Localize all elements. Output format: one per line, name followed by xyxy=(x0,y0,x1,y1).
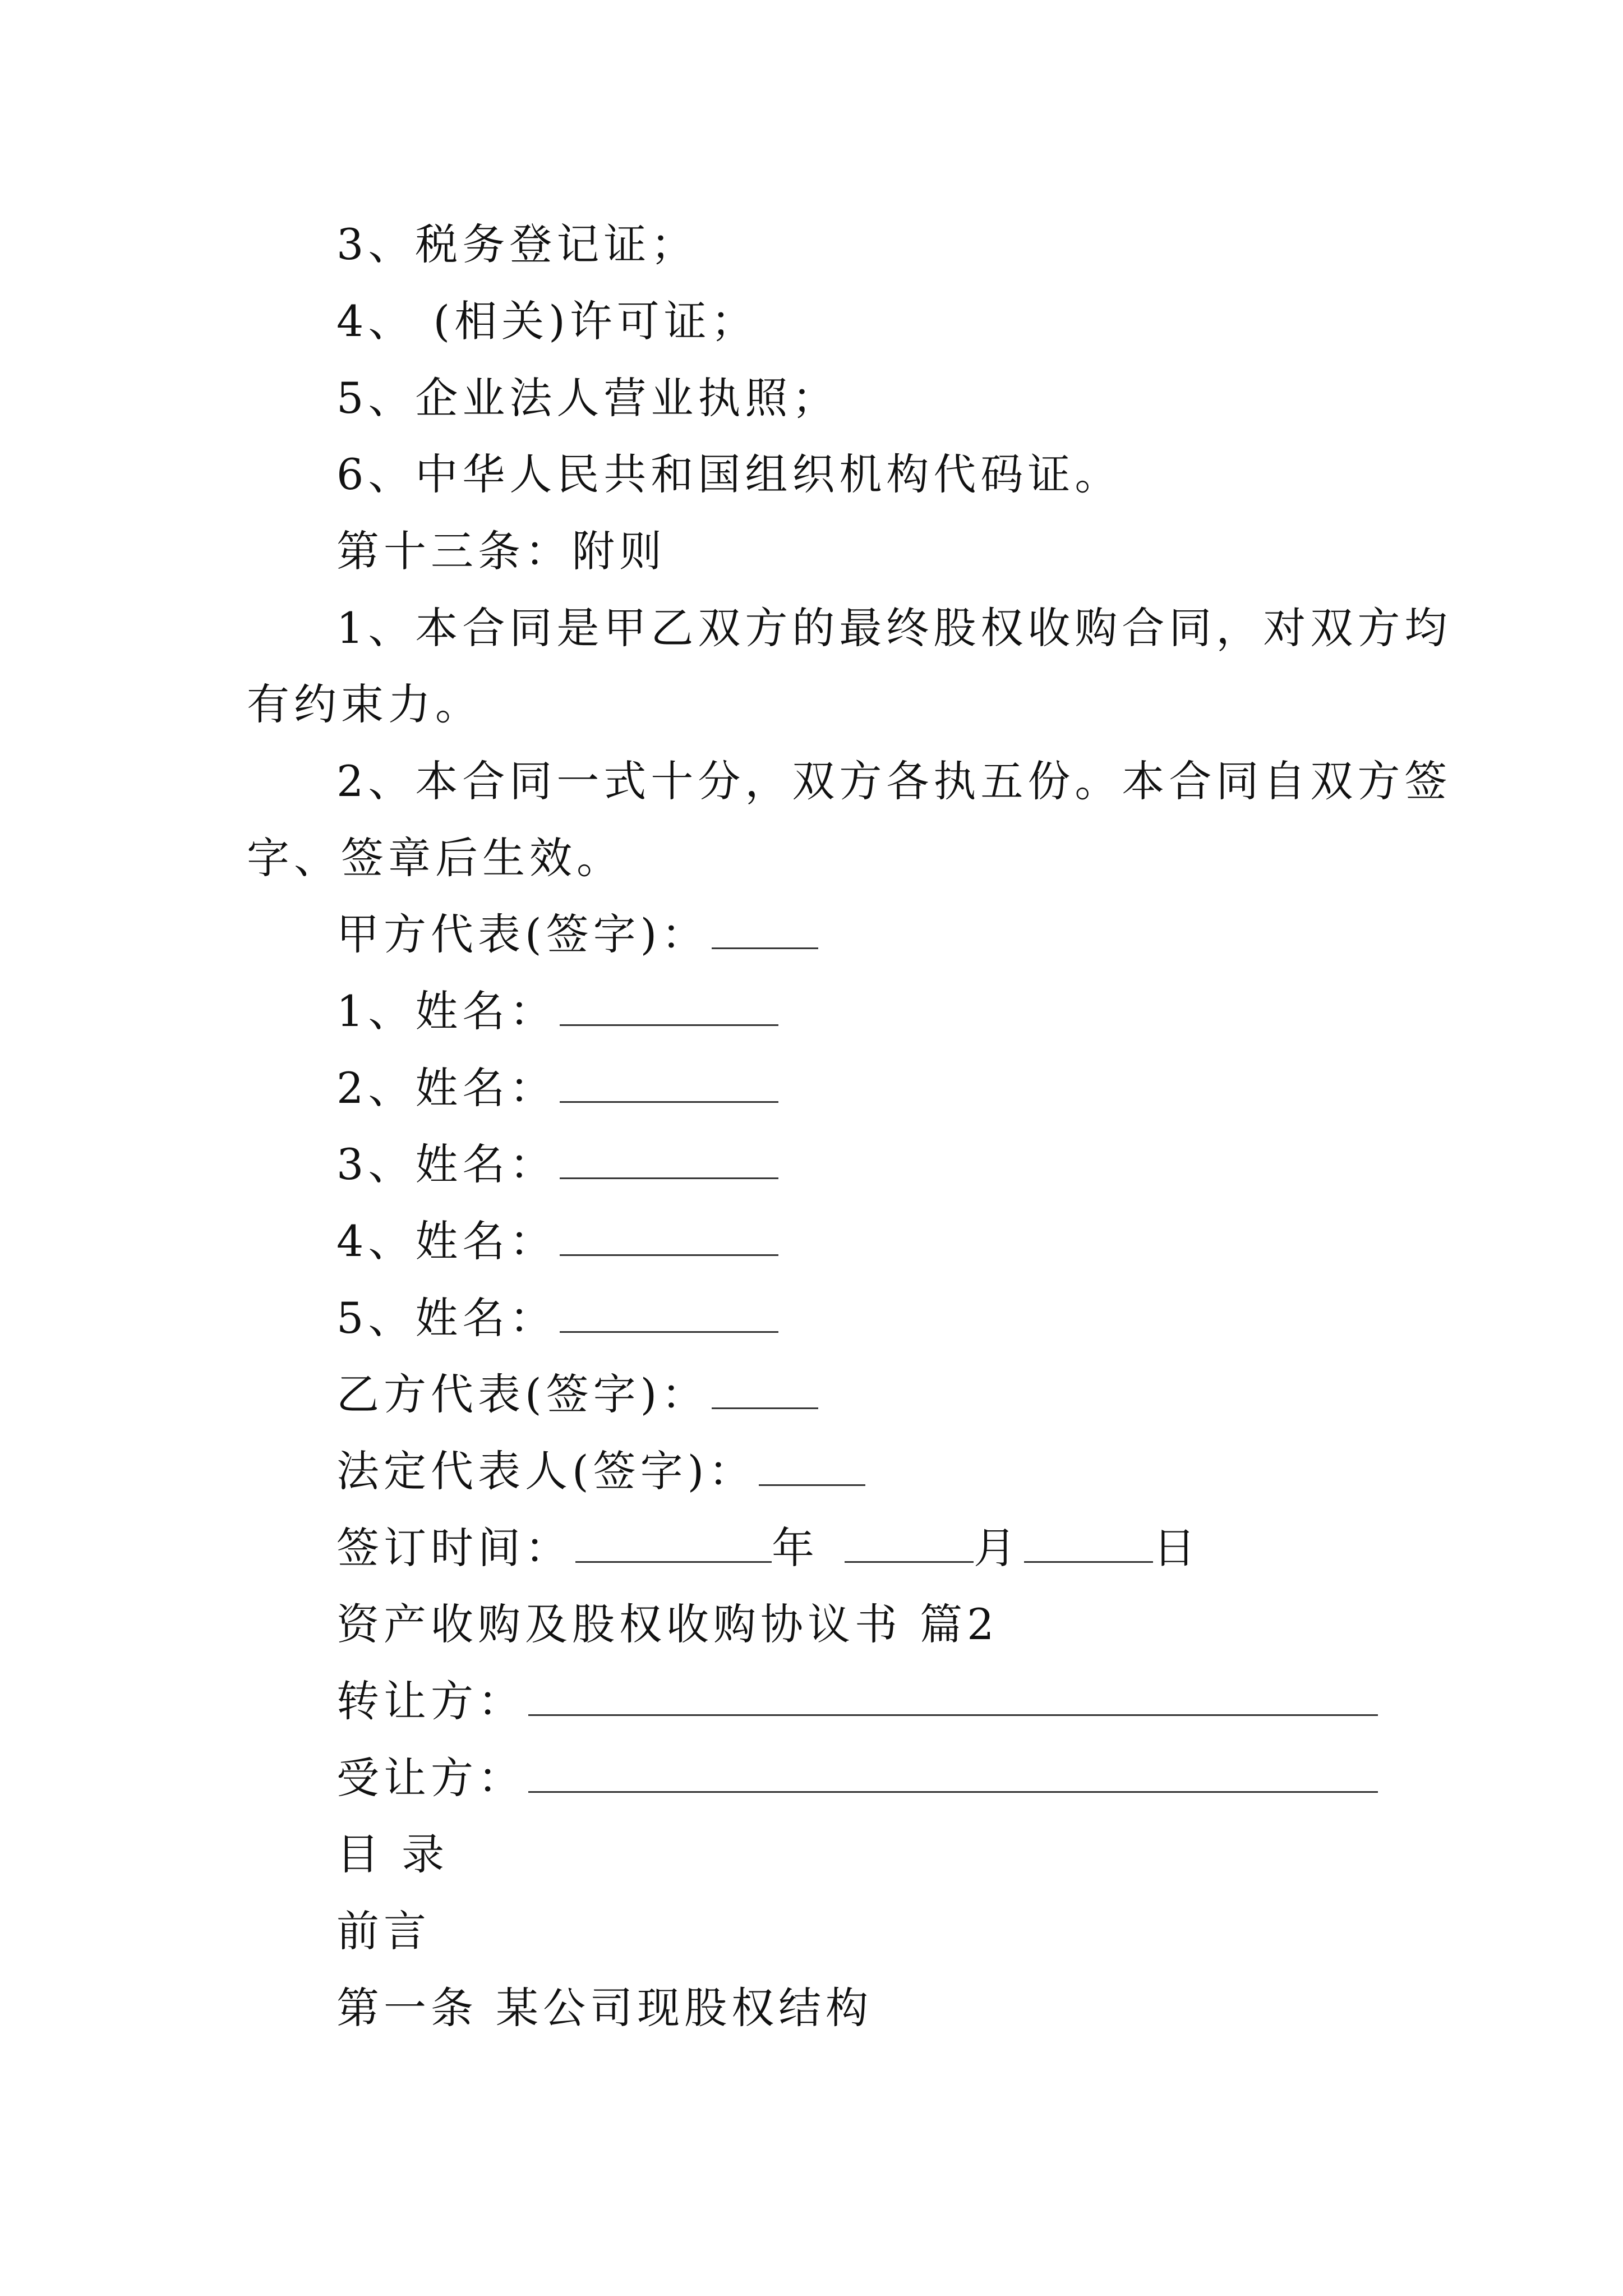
signing-date-label: 签订时间： xyxy=(336,1523,572,1573)
legal-rep-signature-blank xyxy=(759,1451,865,1486)
name-row xyxy=(336,1063,778,1113)
name-label: 4、姓名： xyxy=(336,1216,557,1266)
name-blank xyxy=(560,1297,778,1333)
item-tax-registration: 3、税务登记证； xyxy=(336,219,698,269)
name-row xyxy=(336,986,778,1036)
name-blank xyxy=(560,1144,778,1179)
party-a-label: 甲方代表(签字)： xyxy=(336,909,709,959)
party-b-signature-blank xyxy=(712,1374,818,1409)
toc-heading: 目 录 xyxy=(336,1829,449,1879)
year-label: 年 xyxy=(772,1523,819,1573)
name-row xyxy=(336,1293,778,1343)
item-org-code: 6、中华人民共和国组织机构代码证。 xyxy=(336,449,1122,499)
clause1-line2: 有约束力。 xyxy=(247,679,482,729)
transferee-label: 受让方： xyxy=(336,1753,525,1803)
name-label: 1、姓名： xyxy=(336,986,557,1036)
legal-rep-signature xyxy=(336,1446,865,1496)
clause2-line2: 字、签章后生效。 xyxy=(247,833,624,883)
item-business-license: 5、企业法人营业执照； xyxy=(336,373,840,423)
day-label: 日 xyxy=(1153,1523,1200,1573)
month-label: 月 xyxy=(974,1523,1021,1573)
month-blank xyxy=(845,1527,974,1563)
clause1-line1: 1、本合同是甲乙双方的最终股权收购合同，对双方均 xyxy=(336,603,1452,653)
section2-title: 资产收购及股权收购协议书 篇2 xyxy=(336,1599,999,1649)
day-blank xyxy=(1024,1527,1153,1563)
name-blank xyxy=(560,991,778,1026)
name-blank xyxy=(560,1068,778,1103)
party-a-signature xyxy=(336,909,818,959)
party-b-signature xyxy=(336,1369,818,1419)
transferor-blank xyxy=(528,1681,1378,1716)
name-label: 3、姓名： xyxy=(336,1139,557,1189)
transferor-row xyxy=(336,1676,1378,1726)
transferor-label: 转让方： xyxy=(336,1676,525,1726)
name-label: 2、姓名： xyxy=(336,1063,557,1113)
party-b-label: 乙方代表(签字)： xyxy=(336,1369,709,1419)
party-a-signature-blank xyxy=(712,914,818,949)
preface-heading: 前言 xyxy=(336,1906,431,1956)
name-label: 5、姓名： xyxy=(336,1293,557,1343)
clause2-line1: 2、本合同一式十分，双方各执五份。本合同自双方签 xyxy=(336,756,1452,806)
transferee-blank xyxy=(528,1757,1378,1793)
signing-date xyxy=(336,1523,1200,1573)
name-blank xyxy=(560,1221,778,1256)
transferee-row xyxy=(336,1753,1378,1803)
article13-heading: 第十三条：附则 xyxy=(336,526,666,576)
name-row xyxy=(336,1216,778,1266)
name-row xyxy=(336,1139,778,1189)
legal-rep-label: 法定代表人(签字)： xyxy=(336,1446,756,1496)
item-permit: 4、 (相关)许可证； xyxy=(336,296,758,346)
year-blank xyxy=(575,1527,772,1563)
article1-heading: 第一条 某公司现股权结构 xyxy=(336,1983,873,2033)
